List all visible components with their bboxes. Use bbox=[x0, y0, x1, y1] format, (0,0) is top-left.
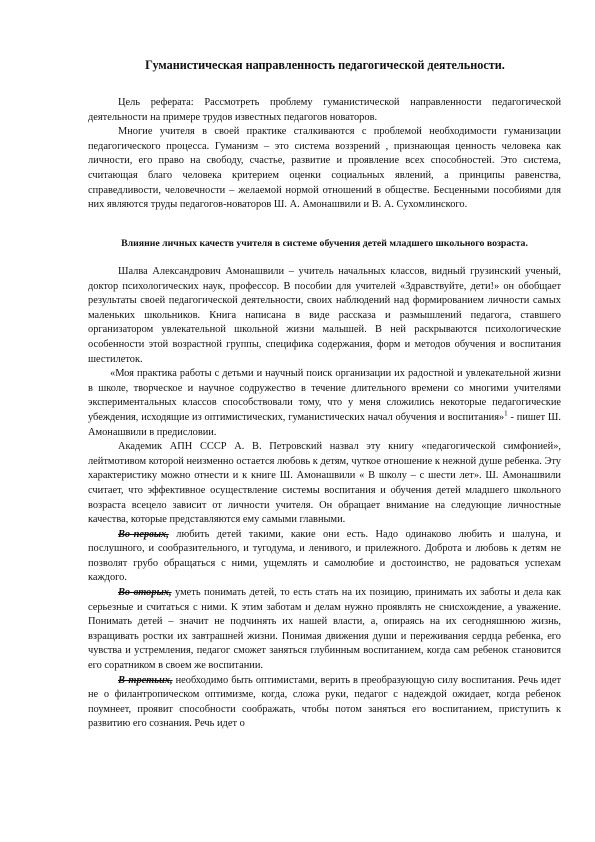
quote-attribution: - пишет Ш. Амонашвили в предисловии. bbox=[88, 411, 561, 438]
page-title: Гуманистическая направленность педагогической деятельности. bbox=[145, 58, 505, 72]
paragraph-quote bbox=[88, 367, 561, 440]
paragraph-first-quality bbox=[88, 528, 561, 586]
intro-paragraph-humanism: Многие учителя в своей практике сталкиваются с проблемой необходимости гуманизации педагогического процесса. Гуманизм – это система воззрений , признающая ценность человека как личности, его право на свободу, счастье, развитие и проявление всех способностей. Это система, считающая благо человека критерием оценки социальных явлений, а принципы равенства, справедливости, человечности – желаемой нормой отношений в обществе. Бесценными пособиями для них являются труды педагогов-новаторов Ш. А. Амонашвили и В. А. Сухомлинского. bbox=[88, 126, 561, 211]
third-lead: В-третьих, bbox=[118, 674, 173, 686]
first-text: любить детей такими, какие они есть. Надо одинаково любить и шалуна, и послушного, и сообразительного, и тугодума, и ленивого, и прилежного. Доброта и любовь к детям не позволят грубо обращаться с ними, ущемлять и самолюбие и достоинство, не радоваться успехам каждого. bbox=[88, 528, 561, 584]
intro-block bbox=[88, 96, 561, 213]
first-lead: Во-первых, bbox=[118, 528, 169, 540]
quote-text: «Моя практика работы с детьми и научный поиск организации их радостной и увлекательной жизни в школе, творческое и научное содружество в течение длительного времени со многими учителями экспериментальных классов способствовали тому, что у меня сложились некоторые педагогические убеждения, исходящие из оптимистических, гуманистических начал обучения и воспитания» bbox=[88, 368, 561, 423]
paragraph-third-quality bbox=[88, 674, 561, 732]
paragraph-petrovsky: Академик АПН СССР А. В. Петровский назвал эту книгу «педагогической симфонией», лейтмотивом которой неизменно остается любовь к детям, чуткое отношение к нежной душе ребенка. Эту характеристику можно отнести и к книге Ш. Амонашвили « В школу – с шести лет». Ш. Амонашвили считает, что эффективное осуществление системы воспитания и обучения детей младшего школьного возраста всецело зависит от личности учителя. Он обращает внимание на следующие личностные качества, которые представляются ему самыми главными. bbox=[88, 441, 561, 526]
second-lead: Во-вторых, bbox=[118, 587, 172, 599]
second-text: уметь понимать детей, то есть стать на их позицию, принимать их заботы и дела как серьезные и считаться с ними. К этим заботам и делам нужно проявлять не снисхождение, а уважение. Понимать детей – значит не подчинять их нашей власти, а, опираясь на их сегодняшнюю жизнь, взращивать ростки их завтрашней жизни. Понимая движения души и переживания сердца ребенка, его чувства и устремления, педагог сможет заняться глубинным воспитанием, когда сам ребенок становится его соратником в своем же воспитании. bbox=[88, 587, 561, 672]
footnote-marker: 1 bbox=[504, 409, 508, 418]
section-heading: Влияние личных качеств учителя в системе обучения детей младшего школьного возраста. bbox=[121, 238, 528, 249]
paragraph-second-quality bbox=[88, 586, 561, 674]
body-block bbox=[88, 265, 561, 732]
intro-paragraph-aim: Цель реферата: Рассмотреть проблему гуманистической направленности педагогической деятельности на примере трудов известных педагогов новаторов. bbox=[88, 97, 561, 123]
third-text: необходимо быть оптимистами, верить в преобразующую силу воспитания. Речь идет не о филантропическом оптимизме, когда, сложа руки, педагог с надеждой ожидает, когда ребенок поумнеет, проявит способности соображать, чтобы потом заняться его воспитанием, приступить к развитию его сознания. Речь идет о bbox=[88, 674, 561, 730]
paragraph-amonashvili-bio: Шалва Александрович Амонашвили – учитель начальных классов, видный грузинский ученый, доктор психологических наук, профессор. В пособии для учителей «Здравствуйте, дети!» он обобщает результаты своей педагогической деятельности, своих наблюдений над формированием личности самых маленьких школьников. Книга написана в виде рассказа и размышлений педагога, ставшего организатором увлекательной школьной жизни малышей. В ней раскрываются психологические особенности этой возрастной группы, специфика содержания, форм и методов обучения и воспитания шестилеток. bbox=[88, 266, 561, 365]
